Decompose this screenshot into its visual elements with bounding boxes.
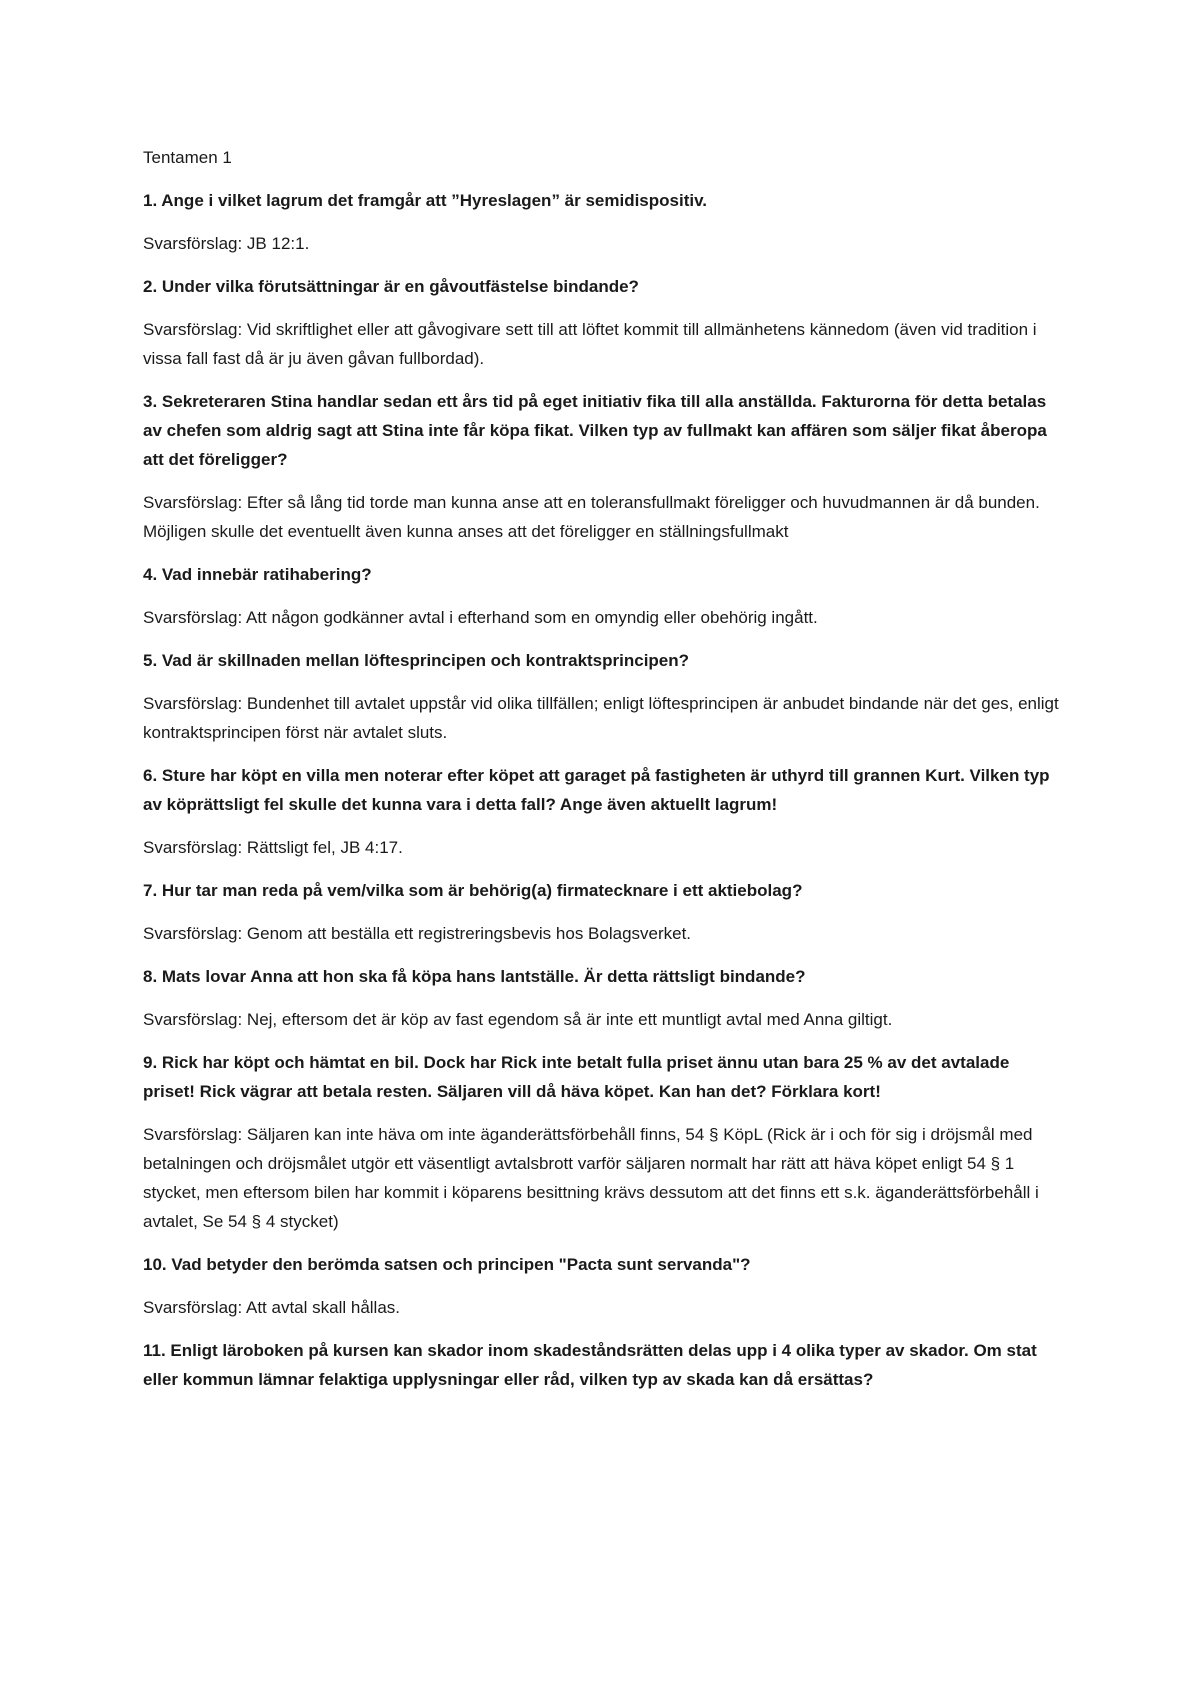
answer-6: Svarsförslag: Rättsligt fel, JB 4:17. [143, 838, 403, 857]
question-3: 3. Sekreteraren Stina handlar sedan ett års tid på eget initiativ fika till alla anställda. Fakturorna för detta betalas av chefen som aldrig sagt att Stina inte får köpa fikat. Vilken typ av fullmakt kan affären som säljer fikat åberopa att det föreligger? [143, 392, 1047, 469]
question-5: 5. Vad är skillnaden mellan löftesprincipen och kontraktsprincipen? [143, 651, 690, 670]
document-title: Tentamen 1 [143, 148, 232, 167]
answer-2: Svarsförslag: Vid skriftlighet eller att gåvogivare sett till att löftet kommit till allmänhetens kännedom (även vid tradition i vissa fall fast då är ju även gåvan fullbordad). [143, 320, 1037, 368]
answer-8: Svarsförslag: Nej, eftersom det är köp av fast egendom så är inte ett muntligt avtal med Anna giltigt. [143, 1010, 893, 1029]
answer-7: Svarsförslag: Genom att beställa ett registreringsbevis hos Bolagsverket. [143, 924, 692, 943]
question-8: 8. Mats lovar Anna att hon ska få köpa hans lantställe. Är detta rättsligt bindande? [143, 967, 806, 986]
answer-4: Svarsförslag: Att någon godkänner avtal i efterhand som en omyndig eller obehörig ingått. [143, 608, 818, 627]
question-2: 2. Under vilka förutsättningar är en gåvoutfästelse bindande? [143, 277, 639, 296]
question-6: 6. Sture har köpt en villa men noterar efter köpet att garaget på fastigheten är uthyrd till grannen Kurt. Vilken typ av köprättsligt fel skulle det kunna vara i detta fall? Ange även aktuellt lagrum! [143, 766, 1050, 814]
question-4: 4. Vad innebär ratihabering? [143, 565, 372, 584]
document-page [143, 143, 1063, 1408]
question-11: 11. Enligt läroboken på kursen kan skador inom skadeståndsrätten delas upp i 4 olika typer av skador. Om stat eller kommun lämnar felaktiga upplysningar eller råd, vilken typ av skada kan då ersättas? [143, 1341, 1037, 1389]
answer-5: Svarsförslag: Bundenhet till avtalet uppstår vid olika tillfällen; enligt löftesprincipen är anbudet bindande när det ges, enligt kontraktsprincipen först när avtalet sluts. [143, 694, 1059, 742]
answer-9: Svarsförslag: Säljaren kan inte häva om inte äganderättsförbehåll finns, 54 § KöpL (Rick är i och för sig i dröjsmål med betalningen och dröjsmålet utgör ett väsentligt avtalsbrott varför säljaren normalt har rätt att häva köpet enligt 54 § 1 stycket, men eftersom bilen har kommit i köparens besittning krävs dessutom att det finns ett s.k. äganderättsförbehåll i avtalet, Se 54 § 4 stycket) [143, 1125, 1039, 1231]
question-1: 1. Ange i vilket lagrum det framgår att ”Hyreslagen” är semidispositiv. [143, 191, 708, 210]
answer-1: Svarsförslag: JB 12:1. [143, 234, 310, 253]
answer-3: Svarsförslag: Efter så lång tid torde man kunna anse att en toleransfullmakt föreligger och huvudmannen är då bunden. Möjligen skulle det eventuellt även kunna anses att det föreligger en ställningsfullmakt [143, 493, 1040, 541]
question-9: 9. Rick har köpt och hämtat en bil. Dock har Rick inte betalt fulla priset ännu utan bara 25 % av det avtalade priset! Rick vägrar att betala resten. Säljaren vill då häva köpet. Kan han det? Förklara kort! [143, 1053, 1010, 1101]
answer-10: Svarsförslag: Att avtal skall hållas. [143, 1298, 401, 1317]
question-7: 7. Hur tar man reda på vem/vilka som är behörig(a) firmatecknare i ett aktiebolag? [143, 881, 803, 900]
question-10: 10. Vad betyder den berömda satsen och principen "Pacta sunt servanda"? [143, 1255, 751, 1274]
